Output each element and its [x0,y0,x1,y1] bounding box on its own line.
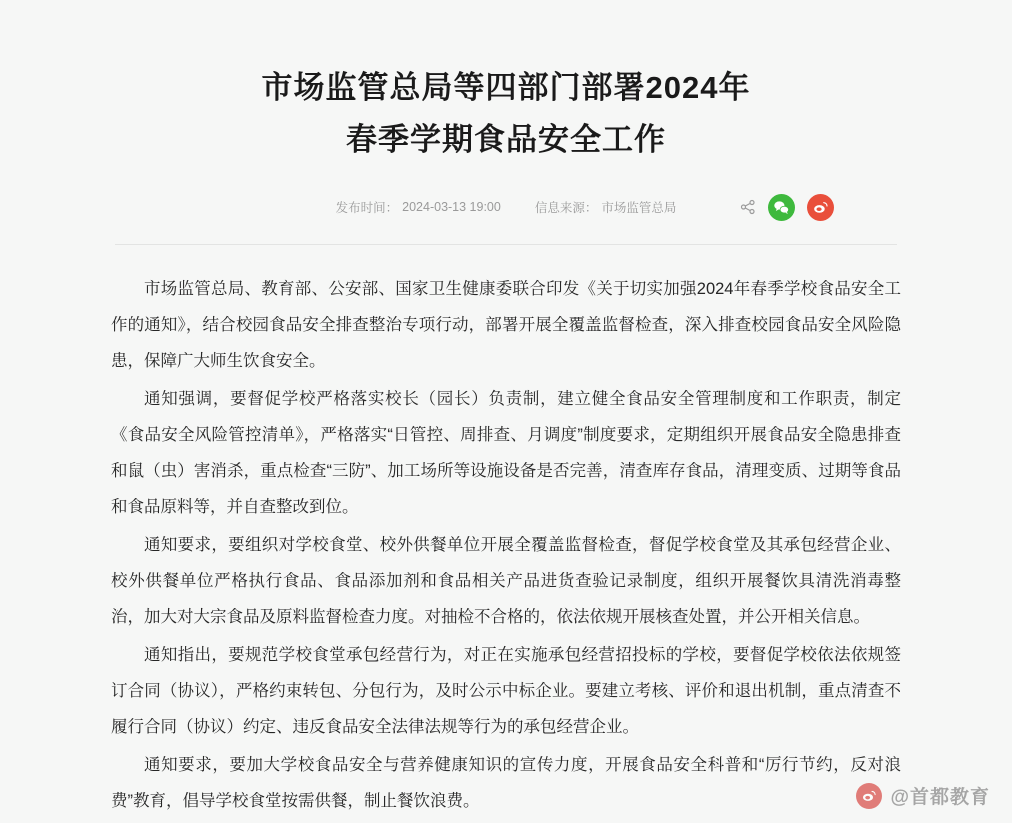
article-title [0,0,1012,166]
article-meta [336,198,677,216]
weibo-logo-icon [856,783,882,809]
publish-time-value: 2024-03-13 19:00 [402,200,501,214]
source-label: 信息来源： [534,201,598,215]
paragraph: 通知要求，要组织对学校食堂、校外供餐单位开展全覆盖监督检查，督促学校食堂及其承包经营企业、校外供餐单位严格执行食品、食品添加剂和食品相关产品进货查验记录制度，组织开展餐饮具清洗消毒整治，加大对大宗食品及原料监督检查力度。对抽检不合格的，依法依规开展核查处置，并公开相关信息。 [111,536,901,626]
paragraph: 通知指出，要规范学校食堂承包经营行为，对正在实施承包经营招投标的学校，要督促学校依法依规签订合同（协议），严格约束转包、分包行为，及时公示中标企业。要建立考核、评价和退出机制，重点清查不履行合同（协议）约定、违反食品安全法律法规等行为的承包经营企业。 [111,646,901,736]
paragraph: 通知要求，要加大学校食品安全与营养健康知识的宣传力度，开展食品安全科普和“厉行节约，反对浪费”教育，倡导学校食堂按需供餐，制止餐饮浪费。 [111,756,901,810]
article-meta-row [0,192,1012,222]
watermark [856,782,990,809]
header-divider [115,244,897,245]
share-icon[interactable] [740,199,756,215]
share-group [740,192,834,222]
weibo-icon[interactable] [807,194,834,221]
watermark-label: @首都教育 [890,787,990,808]
page-title-line-2: 春季学期食品安全工作 [346,122,666,157]
paragraph: 市场监管总局、教育部、公安部、国家卫生健康委联合印发《关于切实加强2024年春季学校食品安全工作的通知》，结合校园食品安全排查整治专项行动，部署开展全覆盖监督检查，深入排查校园食品安全风险隐患，保障广大师生饮食安全。 [111,280,901,370]
publish-time-label: 发布时间： [335,201,399,215]
source-value: 市场监管总局 [601,201,677,215]
wechat-icon[interactable] [768,194,795,221]
article-body [111,271,901,819]
page-title-line-1: 市场监管总局等四部门部署2024年 [261,70,751,105]
paragraph: 通知强调，要督促学校严格落实校长（园长）负责制，建立健全食品安全管理制度和工作职责，制定《食品安全风险管控清单》，严格落实“日管控、周排查、月调度”制度要求，定期组织开展食品安全隐患排查和鼠（虫）害消杀，重点检查“三防”、加工场所等设施设备是否完善，清查库存食品，清理变质、过期等食品和食品原料等，并自查整改到位。 [111,390,901,516]
